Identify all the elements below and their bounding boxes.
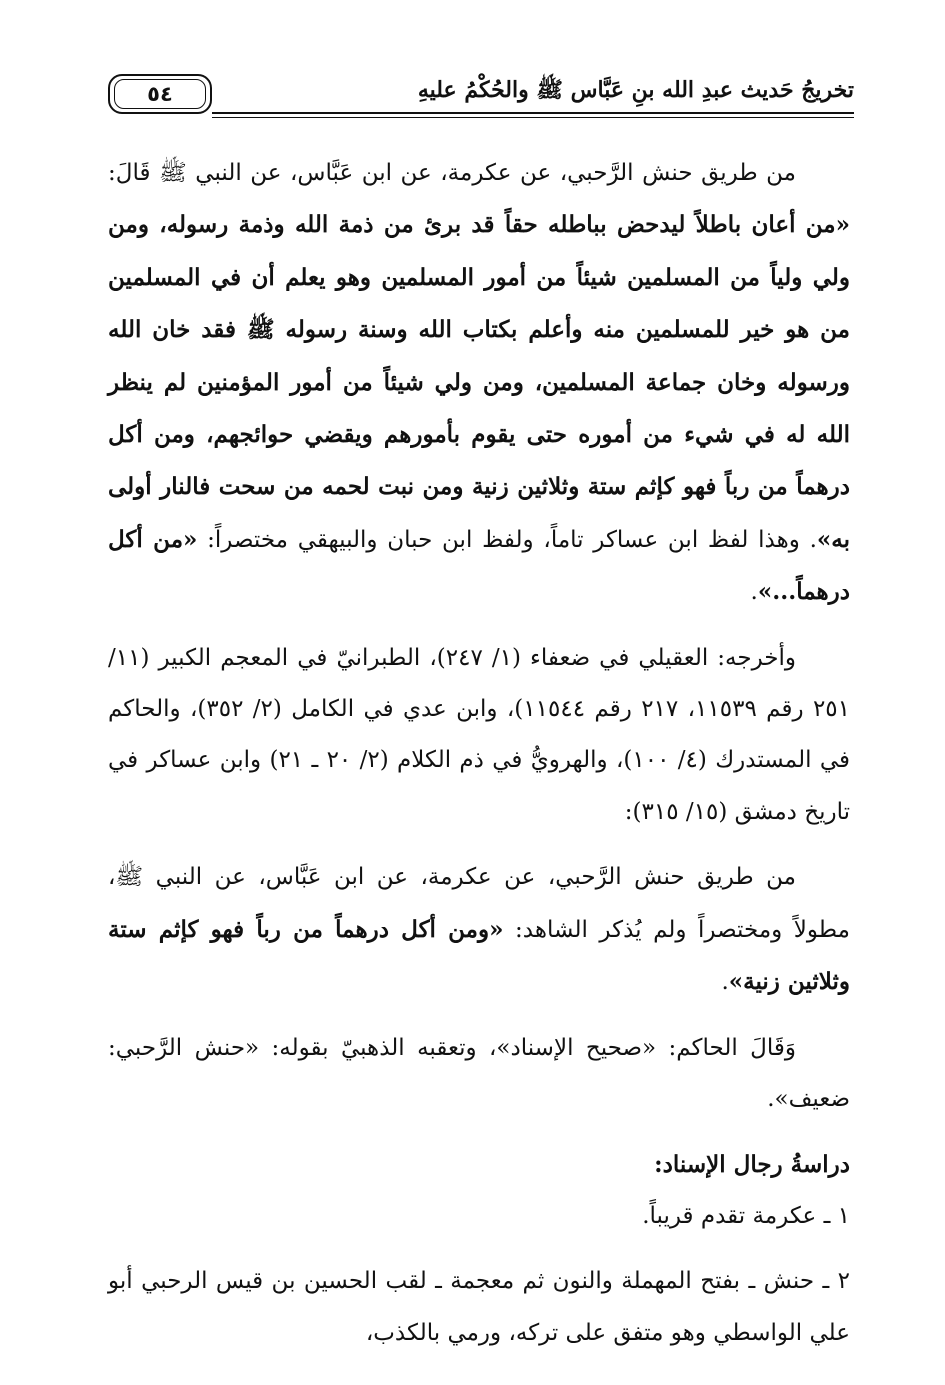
- page-number: ٥٤: [114, 79, 206, 109]
- page-header: [108, 72, 854, 130]
- header-rule: [212, 112, 854, 114]
- page-number-frame: [108, 74, 212, 114]
- paragraph-text: .: [750, 579, 758, 606]
- paragraph: [108, 852, 850, 1008]
- paragraph-text: وَقَالَ الحاكم: «صحيح الإسناد»، وتعقبه الذهبيّ بقوله: «حنش الرَّحبي: ضعيف».: [108, 1034, 850, 1112]
- hadith-quote: «من أعان باطلاً ليدحض بباطله حقاً قد برئ من ذمة الله وذمة رسوله، ومن ولي ولياً من المسلمين شيئاً من أمور المسلمين وهو يعلم أن في المسلمين من هو خير للمسلمين منه وأعلم بكتاب الله وسنة رسوله ﷺ فقد خان الله ورسوله وخان جماعة المسلمين، ومن ولي شيئاً من أمور المؤمنين لم ينظر الله له في شيء من أموره حتى يقوم بأمورهم ويقضي حوائجهم، ومن أكل درهماً من رباً فهو كإثم ستة وثلاثين زنية ومن نبت لحمه من سحت فالنار أولى به»: [108, 211, 850, 553]
- hadith-quote: «ومن أكل درهماً من رباً فهو كإثم ستة وثلاثين زنية»: [108, 915, 850, 996]
- paragraph: [108, 633, 850, 839]
- running-title: تخريجُ حَديث عبدِ الله بنِ عَبَّاس ﷺ والحُكْمُ عليهِ: [417, 77, 854, 103]
- hadith-quote: «من أكل درهماً...»: [108, 525, 850, 606]
- body-text: [108, 148, 850, 1359]
- paragraph-text: وأخرجه: العقيلي في ضعفاء (١/ ٢٤٧)، الطبرانيّ في المعجم الكبير (١١/ ٢٥١ رقم ١١٥٣٩، ٢١٧ رقم ١١٥٤٤)، وابن عدي في الكامل (٢/ ٣٥٢)، والحاكم في المستدرك (٤/ ١٠٠)، والهرويُّ في ذم الكلام (٢/ ٢٠ ـ ٢١) وابن عساكر في تاريخ دمشق (١٥/ ٣١٥):: [108, 644, 850, 825]
- paragraph-text: . وهذا لفظ ابن عساكر تاماً، ولفظ ابن حبان والبيهقي مختصراً:: [197, 526, 817, 553]
- paragraph: [108, 1023, 850, 1126]
- section-heading: دراسةُ رجال الإسناد:: [654, 1151, 850, 1179]
- paragraph-text: .: [721, 969, 729, 996]
- paragraph: [108, 148, 850, 619]
- header-rule-thin: [212, 117, 854, 118]
- list-item: ١ ـ عكرمة تقدم قريباً.: [642, 1202, 850, 1229]
- paragraph-text: من طريق حنش الرَّحبي، عن عكرمة، عن ابن عَبَّاس، عن النبي ﷺ قَالَ:: [108, 160, 796, 186]
- paragraph-text: من طريق حنش الرَّحبي، عن عكرمة، عن ابن عَبَّاس، عن النبي ﷺ، مطولاً ومختصراً ولم يُذكر الشاهد:: [108, 864, 850, 943]
- list-item: ٢ ـ حنش ـ بفتح المهملة والنون ثم معجمة ـ لقب الحسين بن قيس الرحبي أبو علي الواسطي وهو متفق على تركه، ورمي بالكذب،: [108, 1268, 850, 1346]
